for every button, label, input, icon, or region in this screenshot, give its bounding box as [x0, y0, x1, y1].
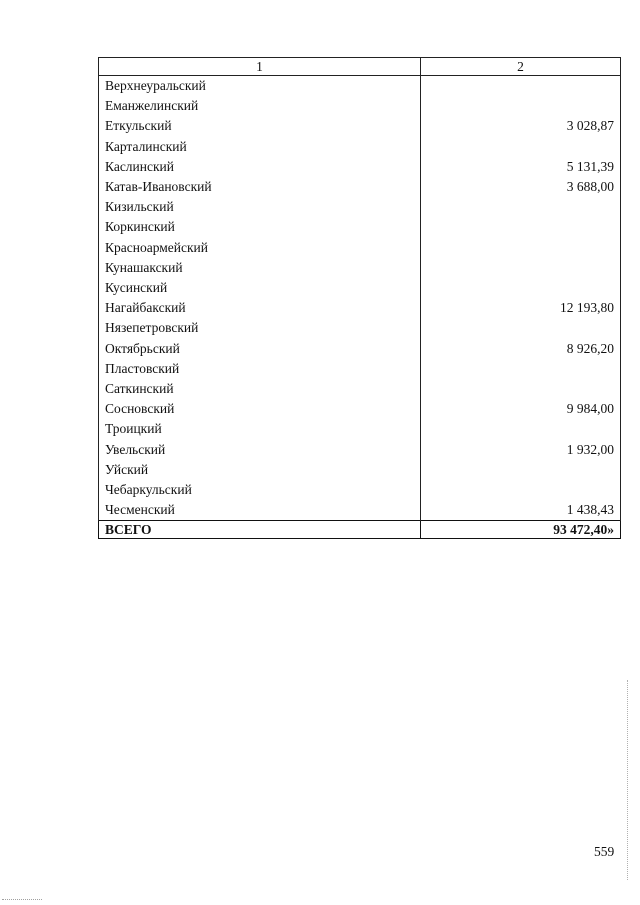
district-name: Нязепетровский — [99, 318, 421, 338]
district-value: 12 193,80 — [421, 298, 621, 318]
data-table — [98, 57, 621, 539]
district-value: 5 131,39 — [421, 157, 621, 177]
district-value: 3 028,87 — [421, 116, 621, 136]
district-value: 1 438,43 — [421, 500, 621, 521]
district-name: Нагайбакский — [99, 298, 421, 318]
district-name: Троицкий — [99, 419, 421, 439]
district-name: Красноармейский — [99, 238, 421, 258]
total-row — [99, 521, 621, 539]
district-name: Сосновский — [99, 399, 421, 419]
district-name: Коркинский — [99, 217, 421, 237]
table-row — [99, 76, 621, 97]
table-row — [99, 359, 621, 379]
district-name: Верхнеуральский — [99, 76, 421, 97]
page-number: 559 — [594, 844, 615, 859]
district-value: 9 984,00 — [421, 399, 621, 419]
district-value — [421, 96, 621, 116]
district-value — [421, 238, 621, 258]
table-row — [99, 440, 621, 460]
district-value — [421, 137, 621, 157]
table-row — [99, 298, 621, 318]
table-row — [99, 339, 621, 359]
district-value — [421, 460, 621, 480]
district-value — [421, 278, 621, 298]
total-value: 93 472,40» — [421, 521, 621, 539]
district-name: Еткульский — [99, 116, 421, 136]
table-row — [99, 460, 621, 480]
total-label: ВСЕГО — [99, 521, 421, 539]
district-name: Кунашакский — [99, 258, 421, 278]
table-row — [99, 379, 621, 399]
district-value — [421, 359, 621, 379]
district-value: 8 926,20 — [421, 339, 621, 359]
district-name: Еманжелинский — [99, 96, 421, 116]
district-value: 1 932,00 — [421, 440, 621, 460]
district-name: Каслинский — [99, 157, 421, 177]
district-name: Карталинский — [99, 137, 421, 157]
district-value — [421, 76, 621, 97]
table-row — [99, 419, 621, 439]
table-row — [99, 500, 621, 521]
district-value — [421, 318, 621, 338]
district-name: Чесменский — [99, 500, 421, 521]
district-value — [421, 480, 621, 500]
table-row — [99, 137, 621, 157]
column-header-1: 1 — [99, 58, 421, 76]
table-header-row — [99, 58, 621, 76]
district-name: Октябрьский — [99, 339, 421, 359]
column-header-2: 2 — [421, 58, 621, 76]
table-row — [99, 217, 621, 237]
table-row — [99, 177, 621, 197]
district-name: Пластовский — [99, 359, 421, 379]
table-row — [99, 278, 621, 298]
district-value — [421, 217, 621, 237]
district-name: Саткинский — [99, 379, 421, 399]
district-name: Увельский — [99, 440, 421, 460]
district-value — [421, 379, 621, 399]
table-row — [99, 480, 621, 500]
district-value — [421, 197, 621, 217]
table-row — [99, 96, 621, 116]
district-value — [421, 258, 621, 278]
table-row — [99, 197, 621, 217]
table-row — [99, 157, 621, 177]
district-name: Кизильский — [99, 197, 421, 217]
table-row — [99, 258, 621, 278]
table-row — [99, 238, 621, 258]
district-name: Кусинский — [99, 278, 421, 298]
district-name: Катав-Ивановский — [99, 177, 421, 197]
table-row — [99, 399, 621, 419]
table-body — [99, 76, 621, 539]
scan-footer-mark — [2, 899, 42, 900]
district-value: 3 688,00 — [421, 177, 621, 197]
district-value — [421, 419, 621, 439]
table-row — [99, 318, 621, 338]
district-name: Уйский — [99, 460, 421, 480]
district-name: Чебаркульский — [99, 480, 421, 500]
scan-edge-line — [627, 680, 628, 880]
table-row — [99, 116, 621, 136]
